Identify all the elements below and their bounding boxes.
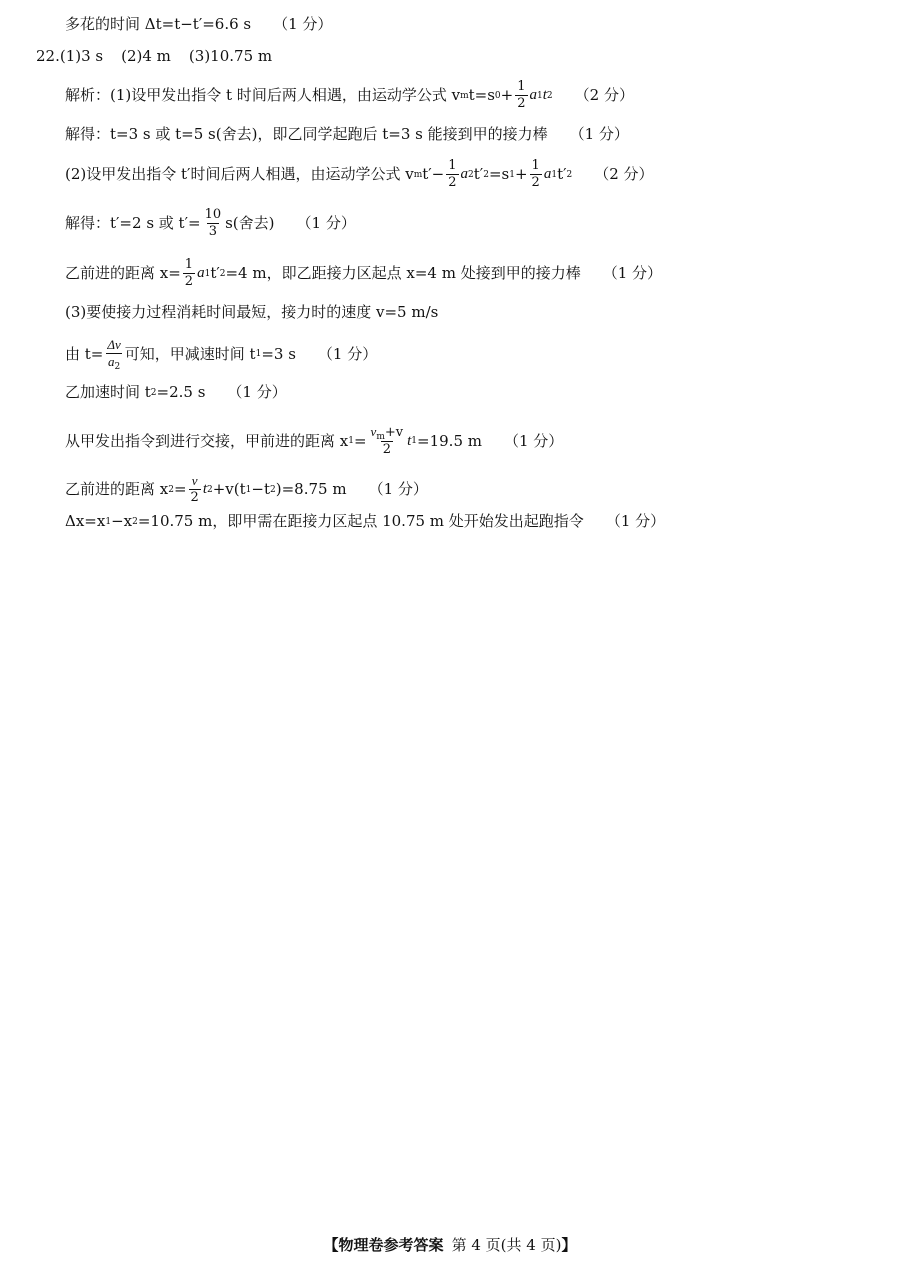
acceleration-time-line: 乙加速时间 t 2 =2.5 s （1 分）: [65, 383, 287, 401]
fraction: [189, 474, 201, 506]
fraction: [446, 159, 458, 191]
equation-text: −t: [251, 480, 271, 499]
variable: a: [543, 166, 552, 183]
equation-text: 可知，甲减速时间 t: [124, 344, 256, 363]
equals-sign: =: [173, 480, 187, 499]
variable: t′: [473, 165, 484, 184]
time-difference-line: [65, 17, 332, 32]
analysis-part-1-line: 解析：(1)设甲发出指令 t 时间后两人相遇，由运动学公式 v m t=s 0 + $\frac{1}{2}$ a 1 t 2 （2 分）: [65, 79, 634, 112]
score-label: （1 分）: [273, 15, 333, 33]
plus-sign: +: [500, 86, 514, 105]
solution-part-2-line: [65, 208, 356, 240]
equation-text: )=8.75 m: [275, 480, 347, 499]
equation-text: Δx=x: [65, 512, 106, 530]
denominator: 2: [184, 274, 194, 290]
answer-3: (3)10.75 m: [188, 47, 273, 65]
solution-text: 解得：t=3 s 或 t=5 s(舍去)，即乙同学起跑后 t=3 s 能接到甲的接力棒: [65, 125, 548, 143]
distance-text: 乙前进的距离 x=: [65, 264, 181, 283]
score-label: （1 分）: [368, 480, 428, 499]
variable: t: [542, 87, 547, 104]
solution-part-1-line: [65, 127, 629, 142]
denominator: 2: [382, 442, 391, 458]
variable: t: [202, 481, 207, 498]
denominator: [106, 353, 122, 373]
equation-text: t=s: [468, 86, 495, 105]
page-number: 第 4 页(共 4 页): [451, 1236, 562, 1254]
question-22-answers: [36, 49, 272, 64]
distance-b-exchange-line: 乙前进的距离 x 2 = $\frac{v}{2}$ t 2 +v(t 1 −t 2 )=8.75 m （1 分）: [65, 473, 428, 506]
equation-text: 乙前进的距离 x: [65, 480, 169, 499]
equation-text: =10.75 m，即甲需在距接力区起点 10.75 m 处开始发出起跑指令: [137, 512, 584, 530]
time-difference-text: 多花的时间 Δt=t−t′=6.6 s: [65, 15, 252, 33]
variable: t: [407, 432, 412, 449]
equation-text: 从甲发出指令到进行交接，甲前进的距离 x: [65, 431, 349, 450]
variable: a: [197, 265, 205, 282]
fraction: [530, 159, 542, 191]
part-3-text: (3)要使接力过程消耗时间最短，接力时的速度 v=5 m/s: [65, 303, 439, 321]
numerator: 1: [517, 79, 526, 94]
numerator: 1: [531, 158, 540, 173]
distance-text: =4 m，即乙距接力区起点 x=4 m 处接到甲的接力棒: [225, 264, 581, 283]
analysis-text: 解析：(1)设甲发出指令 t 时间后两人相遇，由运动学公式 v: [65, 86, 461, 105]
distance-a-line: 从甲发出指令到进行交接，甲前进的距离 x 1 = $\frac{v_m+v}{2}$ t 1 =19.5 m （1 分）: [65, 424, 564, 458]
answer-1: (1)3 s: [59, 47, 104, 65]
fraction: [203, 208, 224, 240]
equation-text: =19.5 m: [417, 431, 482, 450]
subscript: 2: [114, 362, 121, 373]
variable: t′: [210, 264, 220, 283]
page-footer: [0, 1234, 900, 1255]
denominator: 2: [448, 175, 457, 191]
equation-text: +v(t: [212, 480, 246, 499]
denominator: 2: [190, 490, 199, 506]
score-label: （1 分）: [296, 214, 356, 233]
score-label: （1 分）: [227, 383, 287, 401]
denominator: 2: [531, 175, 540, 191]
denominator: 2: [517, 96, 526, 112]
equation-text: 由 t=: [65, 344, 104, 363]
score-label: （1 分）: [504, 431, 564, 450]
numerator: Δv: [107, 337, 121, 352]
equation-text: −x: [111, 512, 133, 530]
fraction: [515, 80, 527, 112]
subscript: m: [376, 432, 385, 442]
analysis-text: (2)设甲发出指令 t′时间后两人相遇，由运动学公式 v: [65, 165, 414, 184]
distance-b-line: 乙前进的距离 x= $\frac{1}{2}$ a 1 t′ 2 =4 m，即乙距接力区起点 x=4 m 处接到甲的接力棒 （1 分）: [65, 257, 663, 290]
variable: t′: [557, 165, 567, 184]
analysis-part-2-line: (2)设甲发出指令 t′时间后两人相遇，由运动学公式 v m t′− $\frac{1}{2}$ a 2 t′ 2 =s 1 + $\frac{1}{2}$ a 1 t′ 2 （2 分）: [65, 158, 654, 191]
score-label: （1 分）: [317, 344, 378, 363]
score-label: （1 分）: [605, 512, 666, 530]
solution-text: 解得：t′=2 s 或 t′=: [65, 214, 201, 233]
variable: a: [460, 166, 469, 183]
numerator-text: +v: [384, 425, 404, 440]
variable: v: [370, 424, 377, 439]
score-label: （1 分）: [569, 125, 629, 143]
equation-text: =3 s: [261, 344, 296, 363]
numerator: 1: [448, 158, 457, 173]
fraction: [369, 425, 406, 458]
score-label: （2 分）: [594, 165, 654, 184]
fraction: [183, 258, 195, 290]
variable: a: [107, 354, 115, 370]
numerator: 10: [204, 207, 222, 222]
plus-sign: +: [514, 165, 528, 184]
part-3-intro-line: [65, 305, 438, 320]
numerator: v: [191, 473, 198, 488]
footer-bracket: 】: [561, 1236, 577, 1254]
score-label: （2 分）: [574, 86, 634, 105]
answer-2: (2)4 m: [121, 47, 171, 65]
deceleration-time-line: 由 t= $\frac{\Delta v}{a_2}$ 可知，甲减速时间 t 1 =3 s （1 分）: [65, 337, 378, 373]
question-number: 22.: [36, 47, 60, 65]
solution-text: s(舍去): [225, 214, 275, 233]
footer-title: 【物理卷参考答案: [323, 1236, 444, 1254]
final-answer-line: Δx=x 1 −x 2 =10.75 m，即甲需在距接力区起点 10.75 m 处开始发出起跑指令 （1 分）: [65, 512, 666, 530]
numerator: [369, 425, 406, 441]
equation-text: =2.5 s: [156, 383, 206, 401]
score-label: （1 分）: [602, 264, 663, 283]
equation-text: =s: [488, 165, 510, 184]
equation-text: t′−: [422, 165, 445, 184]
equals-sign: =: [353, 431, 367, 450]
numerator: 1: [184, 257, 194, 272]
denominator: 3: [208, 224, 217, 240]
equation-text: 乙加速时间 t: [65, 383, 151, 401]
variable: a: [529, 87, 537, 104]
fraction: [105, 338, 122, 371]
